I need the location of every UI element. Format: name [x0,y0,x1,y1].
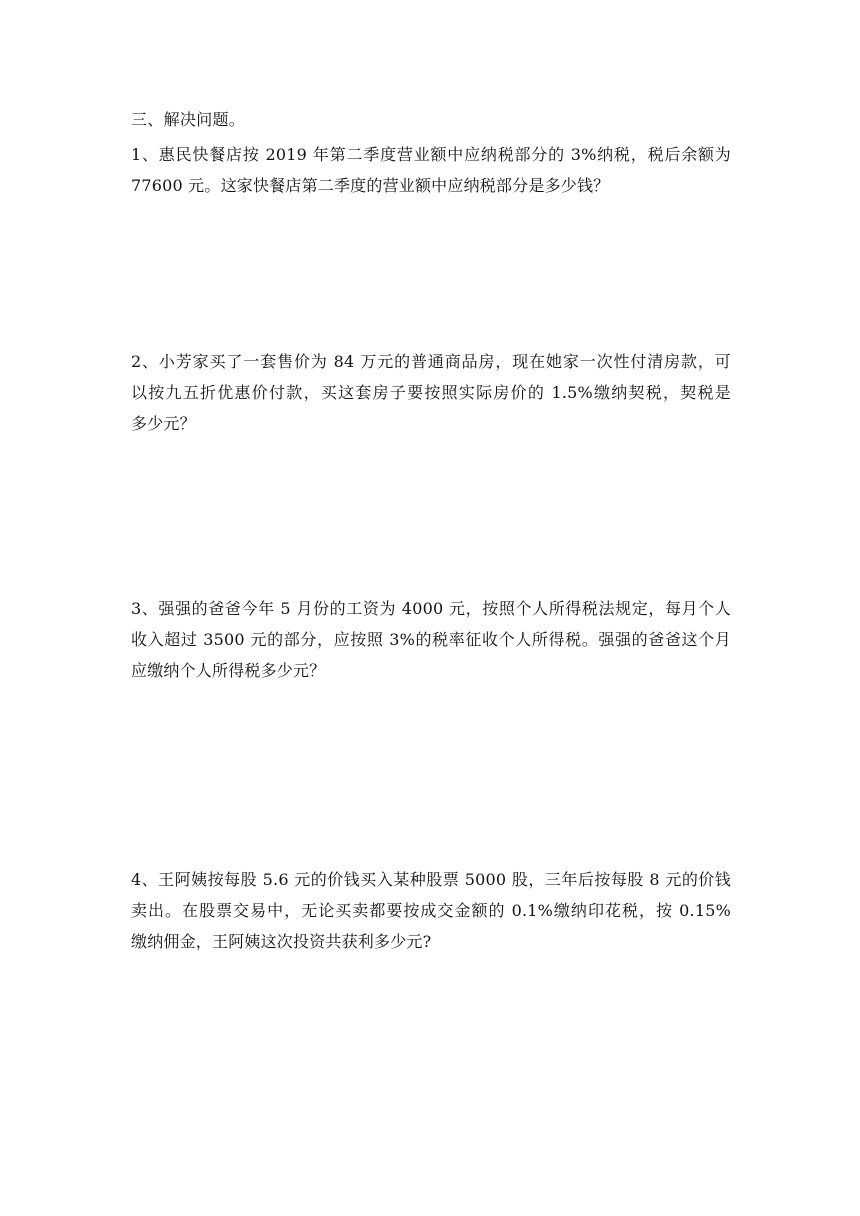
problem-4 [131,864,731,957]
problem-2-line-2: 以按九五折优惠价付款，买这套房子要按照实际房价的 1.5%缴纳契税，契税是 [131,383,731,402]
problem-4-line-1: 4、王阿姨按每股 5.6 元的价钱买入某种股票 5000 股，三年后按每股 8 元的价钱 [131,870,731,889]
problem-4-line-2: 卖出。在股票交易中，无论买卖都要按成交金额的 0.1%缴纳印花税，按 0.15% [131,901,731,920]
section-title: 三、解决问题。 [131,110,246,129]
problem-2-line-1: 2、小芳家买了一套售价为 84 万元的普通商品房，现在她家一次性付清房款，可 [131,352,731,371]
problem-2-line-3: 多少元？ [131,414,196,433]
problem-1-line-1: 1、惠民快餐店按 2019 年第二季度营业额中应纳税部分的 3%纳税，税后余额为 [131,145,731,164]
problem-1-line-2: 77600 元。这家快餐店第二季度的营业额中应纳税部分是多少钱？ [131,176,610,195]
problem-1 [131,139,731,201]
problem-3 [131,593,731,686]
problem-3-line-1: 3、强强的爸爸今年 5 月份的工资为 4000 元，按照个人所得税法规定，每月个人 [131,599,731,618]
problem-3-line-2: 收入超过 3500 元的部分，应按照 3%的税率征收个人所得税。强强的爸爸这个月 [131,630,731,649]
problem-2 [131,346,731,439]
problem-3-line-3: 应缴纳个人所得税多少元？ [131,661,326,680]
problem-4-line-3: 缴纳佣金，王阿姨这次投资共获利多少元? [131,932,432,951]
